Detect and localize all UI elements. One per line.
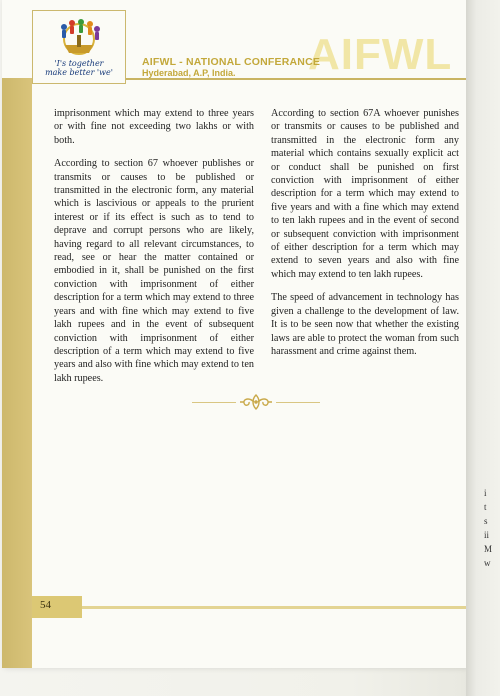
edge-letter: M	[484, 544, 493, 554]
right-text-column	[271, 107, 459, 368]
edge-letter: w	[484, 558, 491, 568]
edge-letter: i	[484, 488, 487, 498]
logo-tagline-line-2: make better 'we'	[45, 68, 113, 77]
conference-title: AIFWL - NATIONAL CONFERANCE	[142, 56, 321, 68]
flourish-ornament-icon	[238, 391, 274, 413]
logo-tagline-line-1: 'I's together	[54, 59, 104, 68]
edge-letter: ii	[484, 530, 490, 540]
logo-tagline	[37, 59, 121, 77]
edge-letter: s	[484, 516, 488, 526]
page-number: 54	[40, 599, 51, 611]
next-page-edge	[466, 0, 500, 696]
footer-rule	[82, 606, 466, 609]
left-gold-band	[2, 78, 32, 668]
conference-location: Hyderabad, A.P, India.	[142, 68, 236, 78]
left-text-column	[54, 107, 254, 395]
paragraph: According to section 67A whoever punishes or transmits or causes to be published and transmitted in the electronic form any material which contains sexually explicit act or conduct shall be punished on first conviction with imprisonment of either description for a term which may extend to five years and with a fine which may extend to ten lakh rupees and in the event of second or subsequent conviction with imprisonment of either description for a term which may extend to seven years and also with fine which may extend to ten lakh rupees.	[271, 108, 459, 280]
conference-logo	[32, 10, 126, 84]
section-divider-left	[192, 402, 236, 403]
paragraph: imprisonment which may extend to three years or with fine not exceeding two lakhs or with both.	[54, 108, 254, 146]
section-divider-right	[276, 402, 320, 403]
header-watermark: AIFWL	[308, 30, 453, 79]
edge-letter: t	[484, 502, 487, 512]
paragraph: According to section 67 whoever publishes or transmits or causes to be published or transmitted in the electronic form, any material which is lascivious or appeals to the prurient interest or if its effect is such as to tend to deprave and corrupt persons who are likely, having regard to all relevant circumstances, to read, see or hear the matter contained or embodied in it, shall be punished on the first conviction with imprisonment of either description for a term which may extend to three years and with fine which may extend to five lakh rupees and in the event of subsequent conviction with imprisonment of either description of a term which may extend to five years and also with fine which may extend to ten lakh rupees.	[54, 158, 254, 384]
paragraph: The speed of advancement in technology has given a challenge to the development of law. It is to be seen now that whether the existing laws are able to protect the woman from such harassment and crime against them.	[271, 292, 459, 357]
people-circle-logo-icon	[41, 15, 117, 59]
